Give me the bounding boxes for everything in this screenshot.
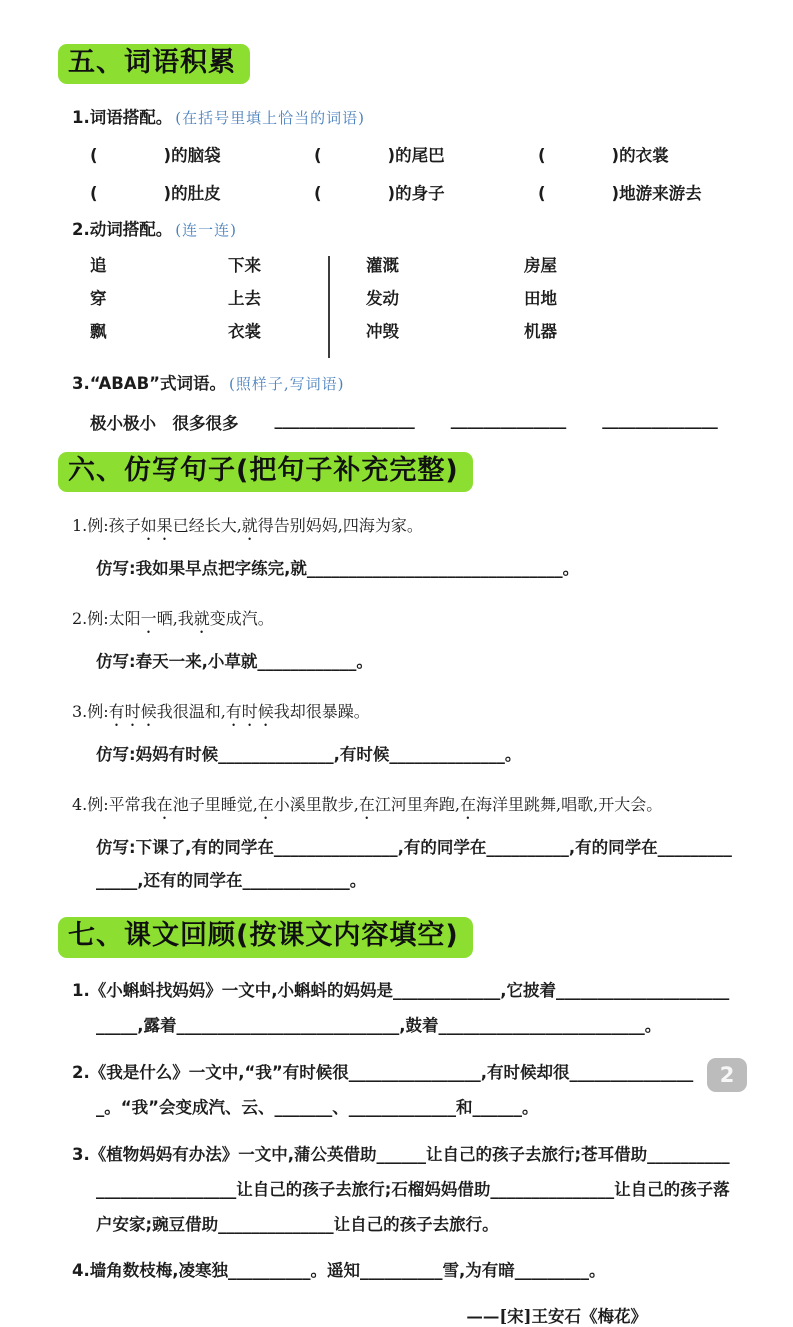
poem-attribution: ——[宋]王安石《梅花》: [466, 1307, 647, 1327]
blank-line: ______________: [602, 410, 718, 430]
section-text-review: [62, 917, 737, 1327]
q3-hint: (照样子,写词语): [229, 375, 345, 394]
match-word: 上去: [228, 289, 261, 309]
imitation-item: [72, 512, 737, 585]
page-number-badge: 2: [707, 1058, 747, 1092]
section-sentence-imitation: [62, 452, 737, 897]
match-word: 衣裳: [228, 322, 261, 342]
match-word: 房屋: [524, 256, 557, 276]
match-column-objects-right: [524, 256, 557, 358]
q1-label-line: [72, 104, 737, 128]
example-sentence: 4.例:平常我在池子里睡觉,在小溪里散步,在江河里奔跑,在海洋里跳舞,唱歌,开大会。: [72, 795, 663, 815]
match-column-objects-left: [228, 256, 306, 358]
imitation-answer-line: 仿写:下课了,有的同学在_______________,有的同学在__________,有的同学在______________,还有的同学在_____________。: [96, 838, 732, 891]
q1-row-1: [90, 142, 737, 166]
match-word: 机器: [524, 322, 557, 342]
q2-label-line: [72, 216, 737, 240]
fill-blank-phrase: ( )的身子: [314, 184, 445, 204]
match-word: 穿: [90, 289, 107, 309]
q1-label: 1.词语搭配。: [72, 108, 173, 128]
example-sentence: 1.例:孩子如果已经长大,就得告别妈妈,四海为家。: [72, 516, 423, 536]
match-divider: [328, 256, 330, 358]
example-sentence: 3.例:有时候我很温和,有时候我却很暴躁。: [72, 702, 370, 722]
match-word: 发动: [366, 289, 399, 309]
match-word: 冲毁: [366, 322, 399, 342]
fill-blank-phrase: ( )地游来游去: [538, 184, 702, 204]
match-word: 田地: [524, 289, 557, 309]
imitation-answer-line: 仿写:春天一来,小草就____________。: [96, 652, 373, 672]
fill-in-item: 2.《我是什么》一文中,“我”有时候很________________,有时候却很________________。“我”会变成汽、云、_______、_____________和______。: [72, 1062, 694, 1117]
fill-in-item: 3.《植物妈妈有办法》一文中,蒲公英借助______让自己的孩子去旅行;苍耳借助___________________________让自己的孩子去旅行;石榴妈妈借助_______________让自己的孩子落户安家;豌豆借助______________让自己的孩子去旅行。: [72, 1144, 730, 1234]
fill-blank-phrase: ( )的衣裳: [538, 146, 669, 166]
match-word: 追: [90, 256, 107, 276]
imitation-item: [72, 698, 737, 771]
q2-label: 2.动词搭配。: [72, 220, 173, 240]
match-column-verbs-left: [90, 256, 228, 358]
imitation-item: [72, 605, 737, 678]
blank-line: _________________: [274, 410, 415, 430]
q3-label: 3.“ABAB”式词语。: [72, 374, 227, 394]
fill-blank-phrase: ( )的肚皮: [90, 184, 221, 204]
section-word-accumulation: [62, 44, 737, 434]
q1-row-2: [90, 180, 737, 204]
q3-label-line: [72, 370, 737, 394]
example-sentence: 2.例:太阳一晒,我就变成汽。: [72, 609, 274, 629]
abab-examples: 极小极小 很多很多: [90, 414, 239, 434]
match-column-verbs-right: [366, 256, 524, 358]
match-word: 灌溉: [366, 256, 399, 276]
abab-example-row: [90, 410, 737, 434]
match-word: 下来: [228, 256, 261, 276]
section-6-title: 六、仿写句子(把句子补充完整): [58, 452, 473, 492]
fill-in-item: 4.墙角数枝梅,凌寒独__________。遥知__________雪,为有暗_________。: [72, 1261, 606, 1281]
q1-hint: (在括号里填上恰当的词语): [175, 109, 365, 128]
imitation-answer-line: 仿写:妈妈有时候______________,有时候______________。: [96, 745, 522, 765]
blank-line: ______________: [450, 410, 567, 430]
fill-in-item: 1.《小蝌蚪找妈妈》一文中,小蝌蚪的妈妈是_____________,它披着__________________________,露着___________________________,鼓着_________________________。: [72, 980, 730, 1035]
verb-matching-block: [90, 256, 737, 358]
match-word: 飘: [90, 322, 107, 342]
imitation-answer-line: 仿写:我如果早点把字练完,就_______________________________。: [96, 559, 580, 579]
q2-hint: (连一连): [175, 221, 237, 240]
fill-blank-phrase: ( )的尾巴: [314, 146, 445, 166]
fill-blank-phrase: ( )的脑袋: [90, 146, 221, 166]
section-5-title: 五、词语积累: [58, 44, 250, 84]
section-7-title: 七、课文回顾(按课文内容填空): [58, 917, 473, 957]
imitation-item: [72, 791, 737, 897]
